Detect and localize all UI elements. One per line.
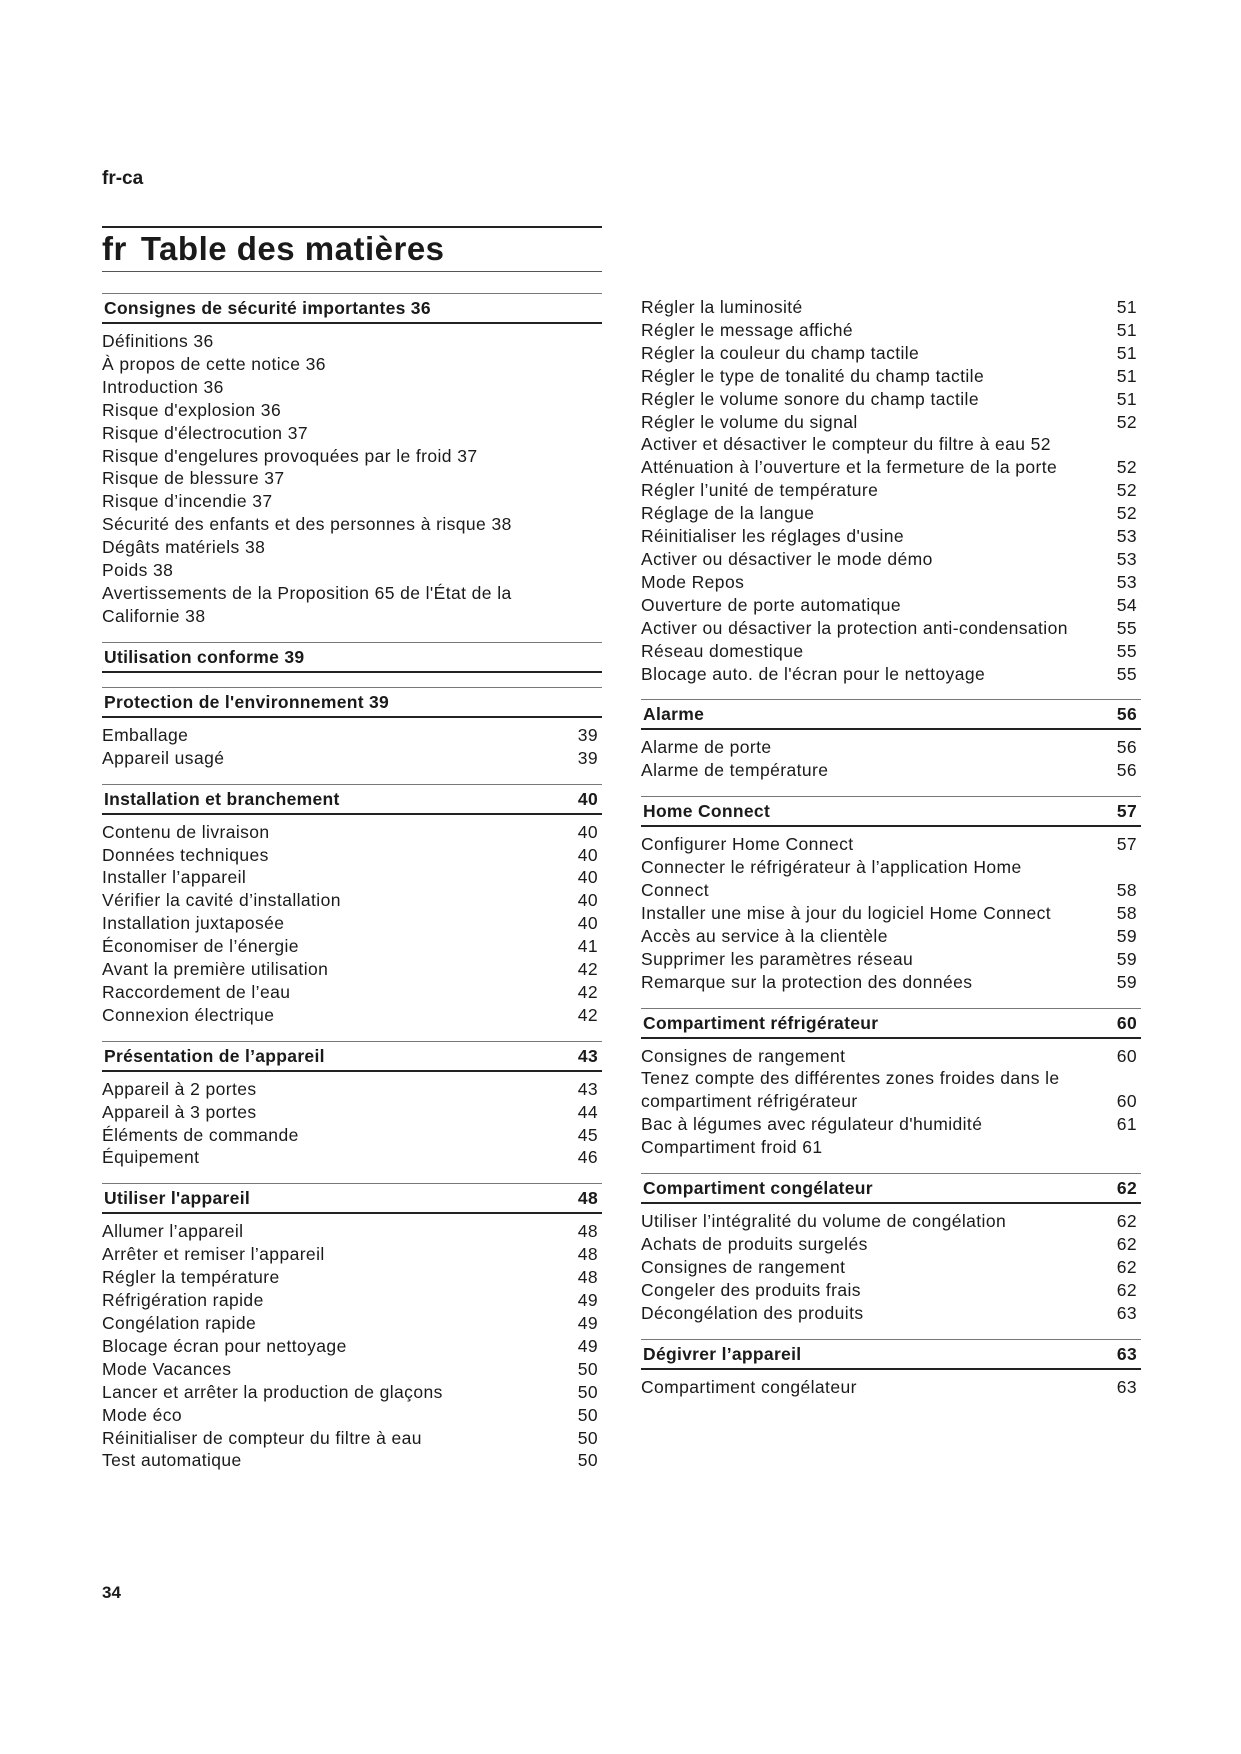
toc-entry-page: 49 — [577, 1335, 598, 1356]
toc-entry-page: 62 — [1116, 1234, 1137, 1254]
toc-section — [102, 642, 602, 673]
toc-entry[interactable] — [641, 571, 1141, 594]
toc-entry-label: Utiliser l’intégralité du volume de congélation — [641, 1211, 1007, 1232]
toc-section-page: 63 — [1116, 1343, 1137, 1364]
toc-section — [102, 293, 602, 628]
toc-section-title: Installation et branchement — [104, 788, 340, 809]
toc-entry[interactable] — [102, 1220, 602, 1243]
toc-entry-page: 57 — [1116, 834, 1137, 855]
toc-entry-label: Équipement — [102, 1147, 200, 1168]
toc-entry[interactable] — [102, 1449, 602, 1472]
toc-entry-page: 42 — [577, 959, 598, 980]
toc-entry-page: 41 — [577, 936, 598, 957]
toc-entry-label: Installer une mise à jour du logiciel Home Connect — [641, 902, 1052, 923]
toc-entry-page: 40 — [577, 844, 598, 865]
toc-entry[interactable] — [641, 1136, 1141, 1159]
toc-section-page: 40 — [577, 788, 598, 809]
toc-entry[interactable] — [641, 663, 1141, 686]
toc-entry-page: 39 — [577, 747, 598, 768]
toc-entry[interactable] — [641, 342, 1141, 365]
toc-entry-label: Réinitialiser de compteur du filtre à eau — [102, 1427, 422, 1448]
toc-section-page: 60 — [1116, 1012, 1137, 1033]
toc-entry[interactable] — [641, 319, 1141, 342]
toc-entry-page: 40 — [577, 821, 598, 842]
toc-entry[interactable] — [641, 759, 1141, 782]
toc-entry[interactable] — [102, 747, 602, 770]
toc-entry-label: Raccordement de l’eau — [102, 981, 291, 1002]
toc-section — [102, 1041, 602, 1170]
toc-entry-page: 62 — [1116, 1279, 1137, 1300]
toc-entry[interactable] — [102, 559, 602, 582]
toc-entry-page: 59 — [1116, 971, 1137, 992]
toc-entry[interactable] — [102, 536, 602, 559]
toc-section — [641, 699, 1141, 782]
toc-entry[interactable] — [641, 296, 1141, 319]
toc-section-title: Utilisation conforme 39 — [104, 646, 305, 667]
toc-entry-label: Consignes de rangement — [641, 1256, 846, 1277]
toc-entry-page: 55 — [1116, 617, 1137, 638]
toc-section-title: Dégivrer l’appareil — [643, 1343, 802, 1364]
toc-entry-label: Consignes de rangement — [641, 1045, 846, 1066]
toc-entry-label: Alarme de porte — [641, 737, 772, 758]
toc-section — [641, 1173, 1141, 1325]
toc-entry[interactable] — [102, 1124, 602, 1147]
toc-entry[interactable] — [641, 925, 1141, 948]
toc-entry-page: 58 — [1116, 902, 1137, 923]
toc-entry-label: Risque d'explosion 36 — [102, 399, 282, 420]
toc-entry[interactable] — [641, 856, 1141, 902]
toc-entry-label: Compartiment congélateur — [641, 1376, 857, 1397]
toc-entry-label: Installer l’appareil — [102, 867, 247, 888]
toc-section-heading[interactable] — [641, 699, 1141, 730]
toc-entry-page: 43 — [577, 1078, 598, 1099]
toc-entry[interactable] — [102, 1101, 602, 1124]
toc-entry-label: Risque d'électrocution 37 — [102, 422, 308, 443]
toc-entry-page: 52 — [1116, 457, 1137, 478]
toc-entry-page: 62 — [1116, 1211, 1137, 1232]
toc-section-page: 48 — [577, 1188, 598, 1209]
toc-entry-label: Régler le volume sonore du champ tactile — [641, 388, 979, 409]
toc-entry[interactable] — [102, 1427, 602, 1450]
toc-entry[interactable] — [641, 411, 1141, 434]
toc-entry-label: Remarque sur la protection des données — [641, 971, 973, 992]
toc-entry-label: Introduction 36 — [102, 376, 224, 397]
toc-entry-page: 48 — [577, 1267, 598, 1288]
toc-entry[interactable] — [102, 1004, 602, 1027]
toc-entry-label: Réinitialiser les réglages d'usine — [641, 526, 905, 547]
toc-entry-label: Allumer l’appareil — [102, 1221, 244, 1242]
toc-entry[interactable] — [102, 1312, 602, 1335]
toc-entry-label: Avertissements de la Proposition 65 de l'État de la Californie 38 — [102, 582, 512, 626]
toc-entry[interactable] — [641, 548, 1141, 571]
toc-section-title: Consignes de sécurité importantes 36 — [104, 298, 431, 318]
toc-section-heading[interactable] — [641, 1339, 1141, 1370]
toc-entry-label: Lancer et arrêter la production de glaçons — [102, 1381, 443, 1402]
toc-entry-label: Installation juxtaposée — [102, 913, 285, 934]
toc-entry[interactable] — [102, 1289, 602, 1312]
toc-entry-label: Congélation rapide — [102, 1313, 257, 1333]
toc-section — [102, 1183, 602, 1472]
toc-section-page: 56 — [1116, 704, 1137, 725]
toc-entry-label: Risque de blessure 37 — [102, 468, 285, 489]
toc-entry[interactable] — [641, 736, 1141, 759]
toc-entry-page: 51 — [1116, 319, 1137, 340]
toc-entry[interactable] — [102, 376, 602, 399]
toc-entry-page: 55 — [1116, 640, 1137, 661]
toc-entry-label: Test automatique — [102, 1450, 242, 1471]
toc-entry[interactable] — [102, 866, 602, 889]
toc-entry[interactable] — [641, 365, 1141, 388]
toc-entry[interactable] — [102, 1335, 602, 1358]
toc-entry-label: Économiser de l’énergie — [102, 936, 299, 957]
toc-section-title: Home Connect — [643, 801, 771, 822]
toc-entry[interactable] — [641, 1045, 1141, 1068]
toc-entry-label: Régler l’unité de température — [641, 480, 879, 501]
toc-entry[interactable] — [102, 1381, 602, 1404]
toc-section-heading[interactable] — [641, 1173, 1141, 1204]
toc-entry[interactable] — [641, 1279, 1141, 1302]
toc-right-column — [641, 296, 1141, 1413]
toc-entry-page: 44 — [577, 1101, 598, 1122]
toc-entry-label: Données techniques — [102, 844, 269, 865]
toc-section — [102, 784, 602, 1027]
toc-entry-label: Sécurité des enfants et des personnes à risque 38 — [102, 514, 512, 535]
toc-section-heading[interactable] — [102, 293, 602, 324]
toc-entry[interactable] — [102, 981, 602, 1004]
toc-entry-label: Congeler des produits frais — [641, 1279, 861, 1300]
toc-entry-label: Achats de produits surgelés — [641, 1234, 868, 1254]
toc-left-column — [102, 293, 602, 1486]
toc-entry-label: Activer ou désactiver le mode démo — [641, 548, 933, 569]
toc-entry-page: 63 — [1116, 1302, 1137, 1323]
toc-entry[interactable] — [102, 422, 602, 445]
toc-entry-label: Appareil à 3 portes — [102, 1101, 257, 1122]
toc-entry[interactable] — [641, 971, 1141, 994]
toc-entry[interactable] — [102, 330, 602, 353]
page-number: 34 — [102, 1583, 121, 1602]
toc-entry-label: Poids 38 — [102, 560, 174, 581]
toc-entry-label: Définitions 36 — [102, 331, 214, 351]
toc-section-heading[interactable] — [102, 687, 602, 718]
toc-entry-label: Vérifier la cavité d’installation — [102, 890, 341, 911]
toc-entry-page: 59 — [1116, 948, 1137, 969]
toc-section-title: Utiliser l'appareil — [104, 1188, 251, 1209]
toc-entry[interactable] — [641, 456, 1141, 479]
toc-section — [641, 796, 1141, 993]
toc-entry-page: 63 — [1116, 1376, 1137, 1397]
toc-entry-page: 49 — [577, 1313, 598, 1333]
toc-entry-label: Régler le message affiché — [641, 319, 854, 340]
toc-entry[interactable] — [641, 1376, 1141, 1399]
toc-entry-page: 62 — [1116, 1256, 1137, 1277]
toc-continued-entries — [641, 296, 1141, 685]
toc-entry-page: 53 — [1116, 548, 1137, 569]
toc-entry-page: 51 — [1116, 297, 1137, 317]
toc-entry-label: Régler la couleur du champ tactile — [641, 342, 920, 363]
toc-entry-page: 54 — [1116, 594, 1137, 615]
toc-entry[interactable] — [102, 1266, 602, 1289]
toc-entry[interactable] — [641, 525, 1141, 548]
toc-entry-page: 51 — [1116, 388, 1137, 409]
toc-entry[interactable] — [102, 467, 602, 490]
toc-entry-label: Régler le volume du signal — [641, 411, 858, 432]
toc-entry-page: 45 — [577, 1124, 598, 1145]
toc-entry-label: Décongélation des produits — [641, 1302, 864, 1323]
toc-entry[interactable] — [102, 912, 602, 935]
toc-entry-label: Configurer Home Connect — [641, 834, 854, 855]
toc-entry-page: 52 — [1116, 411, 1137, 432]
toc-section-heading[interactable] — [102, 784, 602, 815]
toc-entry-label: Mode Repos — [641, 571, 745, 592]
toc-entry-page: 55 — [1116, 663, 1137, 684]
toc-entry-page: 51 — [1116, 365, 1137, 386]
toc-section — [641, 1008, 1141, 1160]
toc-entry-page: 46 — [577, 1147, 598, 1168]
toc-entry-label: Réglage de la langue — [641, 503, 815, 524]
toc-section-title: Compartiment congélateur — [643, 1178, 873, 1199]
toc-entry[interactable] — [102, 353, 602, 376]
toc-entry-page: 40 — [577, 890, 598, 911]
toc-entry-page: 53 — [1116, 526, 1137, 547]
locale-label: fr-ca — [102, 168, 144, 189]
toc-entry-label: Risque d’incendie 37 — [102, 491, 273, 512]
page-title — [102, 228, 602, 267]
toc-entry-page: 56 — [1116, 760, 1137, 781]
toc-entry[interactable] — [641, 948, 1141, 971]
toc-entry-label: Activer ou désactiver la protection anti-condensation — [641, 617, 1068, 638]
toc-section-title: Présentation de l’appareil — [104, 1045, 325, 1066]
toc-entry-label: Dégâts matériels 38 — [102, 537, 266, 558]
toc-section-heading[interactable] — [102, 1041, 602, 1072]
toc-entry[interactable] — [641, 502, 1141, 525]
toc-entry-label: Accès au service à la clientèle — [641, 925, 888, 946]
toc-entry[interactable] — [641, 433, 1141, 456]
toc-entry-page: 48 — [577, 1244, 598, 1265]
toc-entry-page: 50 — [577, 1404, 598, 1425]
toc-entry-label: Régler la température — [102, 1267, 280, 1288]
toc-entry[interactable] — [641, 617, 1141, 640]
lang-code: fr — [102, 230, 127, 267]
toc-entry-page: 56 — [1116, 737, 1137, 758]
toc-entry-page: 58 — [1116, 880, 1137, 901]
toc-entry-page: 60 — [1116, 1045, 1137, 1066]
toc-section-title: Compartiment réfrigérateur — [643, 1012, 879, 1033]
toc-entry[interactable] — [641, 479, 1141, 502]
toc-entry[interactable] — [102, 1404, 602, 1427]
toc-entry[interactable] — [102, 889, 602, 912]
toc-entry[interactable] — [641, 1113, 1141, 1136]
toc-entry-page: 50 — [577, 1427, 598, 1448]
toc-entry-page: 52 — [1116, 480, 1137, 501]
toc-entry-label: Ouverture de porte automatique — [641, 594, 902, 615]
toc-entry-page: 42 — [577, 981, 598, 1002]
toc-entry[interactable] — [102, 958, 602, 981]
toc-entry-label: Contenu de livraison — [102, 821, 270, 842]
toc-entry[interactable] — [102, 399, 602, 422]
toc-entry-label: Blocage écran pour nettoyage — [102, 1335, 347, 1356]
toc-entry-page: 48 — [577, 1221, 598, 1242]
toc-entry-label: Mode éco — [102, 1404, 183, 1425]
toc-entry[interactable] — [102, 1146, 602, 1169]
toc-entry-label: Bac à légumes avec régulateur d'humidité — [641, 1114, 983, 1135]
toc-entry-page: 50 — [577, 1450, 598, 1471]
toc-entry[interactable] — [641, 388, 1141, 411]
toc-entry[interactable] — [102, 1243, 602, 1266]
toc-entry-label: Appareil usagé — [102, 747, 225, 768]
toc-section-page: 57 — [1116, 801, 1137, 822]
toc-entry-label: Avant la première utilisation — [102, 959, 329, 980]
toc-entry-page: 51 — [1116, 342, 1137, 363]
toc-section — [641, 1339, 1141, 1399]
toc-section-heading[interactable] — [641, 796, 1141, 827]
toc-entry-page: 39 — [577, 724, 598, 745]
toc-entry-page: 60 — [1116, 1091, 1137, 1112]
toc-section-heading[interactable] — [102, 1183, 602, 1214]
toc-entry-label: Blocage auto. de l'écran pour le nettoyage — [641, 663, 986, 684]
toc-entry[interactable] — [641, 1302, 1141, 1325]
toc-section-heading[interactable] — [102, 642, 602, 673]
toc-entry-label: Supprimer les paramètres réseau — [641, 948, 914, 969]
toc-entry-label: Tenez compte des différentes zones froides dans le compartiment réfrigérateur — [641, 1068, 1060, 1112]
toc-entry-label: Activer et désactiver le compteur du filtre à eau 52 — [641, 434, 1051, 455]
title-text: Table des matières — [140, 230, 445, 267]
toc-section — [102, 687, 602, 770]
toc-entry-page: 50 — [577, 1381, 598, 1402]
toc-entry-label: Régler le type de tonalité du champ tactile — [641, 365, 985, 386]
toc-entry-label: Connexion électrique — [102, 1004, 275, 1025]
toc-entry-page: 42 — [577, 1004, 598, 1025]
toc-entry-label: Connecter le réfrigérateur à l’application Home Connect — [641, 857, 1022, 901]
toc-entry[interactable] — [102, 1078, 602, 1101]
toc-entry[interactable] — [102, 582, 602, 628]
toc-entry[interactable] — [641, 1233, 1141, 1256]
toc-entry-page: 52 — [1116, 503, 1137, 524]
toc-entry[interactable] — [641, 640, 1141, 663]
toc-section-title: Protection de l'environnement 39 — [104, 691, 390, 712]
toc-entry[interactable] — [102, 821, 602, 844]
toc-entry-label: Emballage — [102, 724, 189, 745]
toc-entry-label: À propos de cette notice 36 — [102, 353, 326, 374]
toc-entry-label: Éléments de commande — [102, 1124, 299, 1145]
toc-entry-page: 61 — [1116, 1114, 1137, 1135]
toc-entry-label: Risque d'engelures provoquées par le froid 37 — [102, 445, 478, 466]
toc-entry-label: Réfrigération rapide — [102, 1290, 264, 1311]
toc-entry-page: 40 — [577, 867, 598, 888]
page-title-block — [102, 226, 602, 272]
toc-entry-page: 50 — [577, 1358, 598, 1379]
toc-entry[interactable] — [102, 844, 602, 867]
toc-entry-page: 53 — [1116, 571, 1137, 592]
toc-entry-label: Régler la luminosité — [641, 297, 803, 317]
toc-entry[interactable] — [102, 935, 602, 958]
toc-section-page: 62 — [1116, 1178, 1137, 1199]
toc-entry-label: Atténuation à l’ouverture et la fermeture de la porte — [641, 457, 1058, 478]
toc-entry-page: 49 — [577, 1290, 598, 1311]
toc-section-title: Alarme — [643, 704, 705, 725]
toc-entry-label: Arrêter et remiser l’appareil — [102, 1244, 325, 1265]
toc-entry[interactable] — [102, 490, 602, 513]
toc-entry[interactable] — [102, 1358, 602, 1381]
toc-entry-label: Compartiment froid 61 — [641, 1137, 823, 1158]
toc-entry-label: Réseau domestique — [641, 640, 804, 661]
toc-entry-label: Appareil à 2 portes — [102, 1078, 257, 1099]
toc-entry[interactable] — [102, 445, 602, 468]
toc-entry[interactable] — [102, 513, 602, 536]
toc-entry-page: 40 — [577, 913, 598, 934]
toc-entry[interactable] — [641, 1210, 1141, 1233]
toc-entry[interactable] — [641, 594, 1141, 617]
toc-entry-label: Alarme de température — [641, 760, 829, 781]
toc-entry-label: Mode Vacances — [102, 1358, 232, 1379]
toc-section-page: 43 — [577, 1045, 598, 1066]
toc-entry[interactable] — [641, 833, 1141, 856]
toc-entry[interactable] — [102, 724, 602, 747]
toc-section-heading[interactable] — [641, 1008, 1141, 1039]
toc-entry-page: 59 — [1116, 925, 1137, 946]
toc-entry[interactable] — [641, 1067, 1141, 1113]
toc-entry[interactable] — [641, 1256, 1141, 1279]
toc-entry[interactable] — [641, 902, 1141, 925]
